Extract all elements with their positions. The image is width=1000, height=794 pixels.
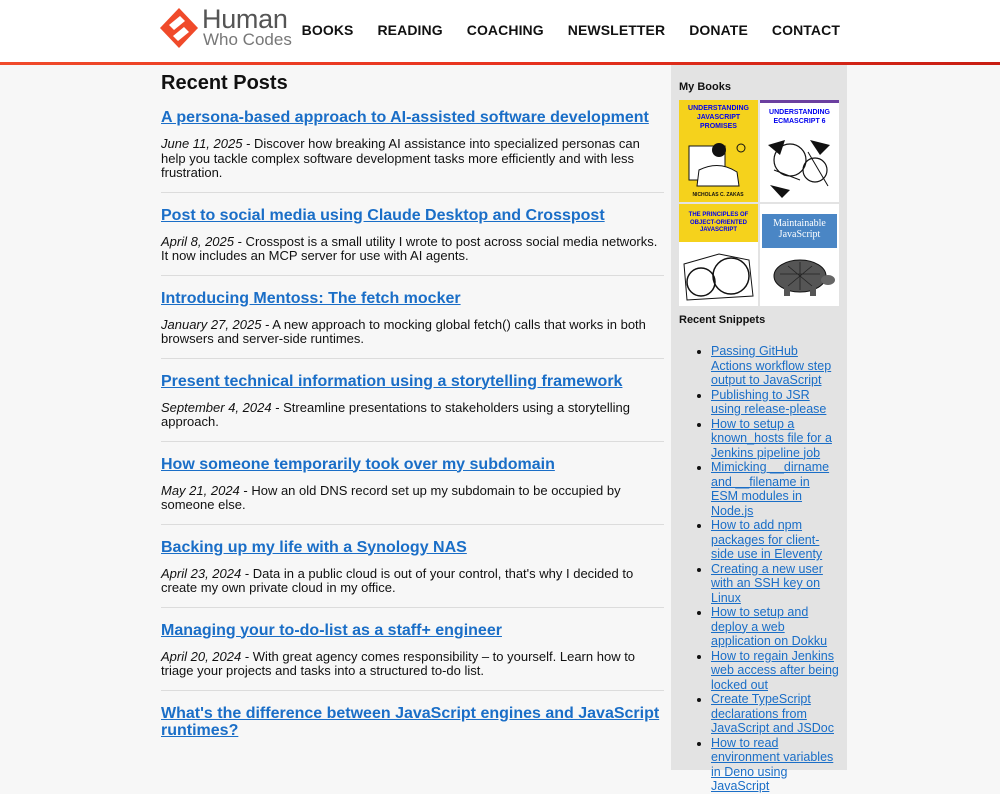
post-item (161, 207, 664, 276)
snippet-link[interactable]: Mimicking __dirname and __filename in ESM modules in Node.js (711, 460, 830, 518)
book-title: UNDERSTANDING JAVASCRIPT PROMISES (688, 105, 749, 130)
list-item (711, 518, 839, 562)
list-item (711, 605, 839, 649)
book-grid (679, 100, 839, 306)
post-date: June 11, 2025 (161, 136, 243, 151)
post-summary-text: - Streamline presentations to stakeholders using a storytelling approach. (161, 399, 630, 429)
my-books-heading: My Books (679, 81, 731, 93)
main-nav (302, 22, 840, 38)
post-title-link[interactable]: A persona-based approach to AI-assisted software development (161, 109, 649, 126)
post-date: September 4, 2024 (161, 399, 272, 415)
nav-reading[interactable]: READING (377, 22, 443, 38)
post-title-link[interactable]: What's the difference between JavaScript engines and JavaScript runtimes? (161, 704, 660, 739)
post-summary-text: - With great agency comes responsibility – to yourself. Learn how to triage your projects and tasks into a structured to-do list. (161, 648, 636, 678)
post-item (161, 705, 664, 761)
list-item (711, 344, 839, 388)
post-date: April 23, 2024 (161, 565, 242, 581)
book-cover-maintainable[interactable] (760, 204, 839, 306)
post-date: April 20, 2024 (161, 648, 242, 664)
post-title-link[interactable]: Introducing Mentoss: The fetch mocker (161, 289, 461, 307)
post-item (161, 456, 664, 525)
site-header (0, 0, 1000, 62)
post-title-link[interactable]: Post to social media using Claude Desktop and Crosspost (161, 206, 605, 224)
page-title: Recent Posts (161, 72, 288, 94)
post-summary-text: - Discover how breaking AI assistance into specialized personas can help you tackle complex software development tasks more efficiently and with less frustration. (161, 136, 640, 180)
post-summary-text: - Crosspost is a small utility I wrote to post across social media networks. It now includes an MCP server for use with AI agents. (161, 233, 658, 263)
snippets-list (679, 344, 839, 794)
post-summary (161, 235, 664, 264)
book-cover-promises[interactable] (679, 100, 758, 202)
list-item (711, 692, 839, 736)
snippet-link[interactable]: How to add npm packages for client-side use in Eleventy (711, 518, 823, 561)
post-summary (161, 401, 664, 430)
post-title-link[interactable]: Managing your to-do-list as a staff+ engineer (161, 621, 502, 639)
logo-text-who-codes: Who Codes (203, 30, 292, 49)
post-date: April 8, 2025 (161, 233, 234, 249)
snippet-link[interactable]: How to read environment variables in Deno using JavaScript (711, 735, 834, 793)
list-item (711, 388, 839, 417)
book-title: UNDERSTANDING ECMASCRIPT 6 (769, 109, 830, 125)
book-title: Maintainable JavaScript (773, 218, 826, 240)
snippet-link[interactable]: How to setup a known_hosts file for a Jenkins pipeline job (711, 416, 832, 460)
snippet-link[interactable]: How to setup and deploy a web application on Dokku (711, 605, 828, 648)
list-item (711, 736, 839, 794)
post-date: January 27, 2025 (161, 316, 262, 332)
list-item (711, 417, 839, 461)
nav-newsletter[interactable]: NEWSLETTER (567, 22, 666, 38)
book-cover-oop[interactable] (679, 204, 758, 306)
post-summary (161, 318, 664, 347)
post-summary (161, 650, 664, 679)
post-date: May 21, 2024 (161, 482, 240, 498)
book-cover-es6[interactable] (760, 100, 839, 202)
post-item (161, 622, 664, 691)
post-item (161, 373, 664, 442)
sidebar (671, 65, 847, 793)
list-item (711, 460, 839, 518)
post-title-link[interactable]: Present technical information using a storytelling framework (161, 372, 623, 390)
site-logo[interactable] (160, 6, 300, 52)
post-title-link[interactable]: Backing up my life with a Synology NAS (161, 538, 467, 556)
post-item (161, 290, 664, 359)
post-item (161, 109, 664, 193)
recent-snippets-heading: Recent Snippets (679, 314, 766, 326)
nav-books[interactable]: BOOKS (301, 22, 354, 38)
main-content (161, 72, 664, 775)
header-accent-line (0, 62, 1000, 65)
snippet-link[interactable]: Create TypeScript declarations from JavaScript and JSDoc (711, 692, 834, 735)
list-item (711, 562, 839, 606)
nav-donate[interactable]: DONATE (689, 22, 748, 38)
snippet-link[interactable]: Publishing to JSR using release-please (711, 387, 827, 416)
snippet-link[interactable]: Passing GitHub Actions workflow step output to JavaScript (711, 344, 832, 387)
svg-text:NICHOLAS C. ZAKAS: NICHOLAS C. ZAKAS (692, 192, 744, 198)
post-item (161, 539, 664, 608)
list-item (711, 649, 839, 693)
logo-icon (160, 8, 198, 48)
post-summary (161, 137, 664, 181)
post-summary-text: - Data in a public cloud is out of your control, that's why I decided to create my own private cloud in my office. (161, 565, 634, 595)
snippet-link[interactable]: How to regain Jenkins web access after being locked out (711, 648, 839, 692)
post-summary-text: - A new approach to mocking global fetch() calls that works in both browsers and server-side runtimes. (161, 316, 646, 346)
book-title: THE PRINCIPLES OF OBJECT-ORIENTED JAVASCRIPT (688, 212, 749, 233)
post-summary (161, 484, 664, 513)
snippet-link[interactable]: Creating a new user with an SSH key on Linux (711, 561, 823, 605)
post-title-link[interactable]: How someone temporarily took over my subdomain (161, 455, 555, 473)
post-summary (161, 567, 664, 596)
nav-contact[interactable]: CONTACT (771, 22, 840, 38)
logo-text-human: Human (202, 4, 288, 34)
nav-coaching[interactable]: COACHING (466, 22, 544, 38)
post-summary-text: - How an old DNS record set up my subdomain to be occupied by someone else. (161, 482, 621, 512)
